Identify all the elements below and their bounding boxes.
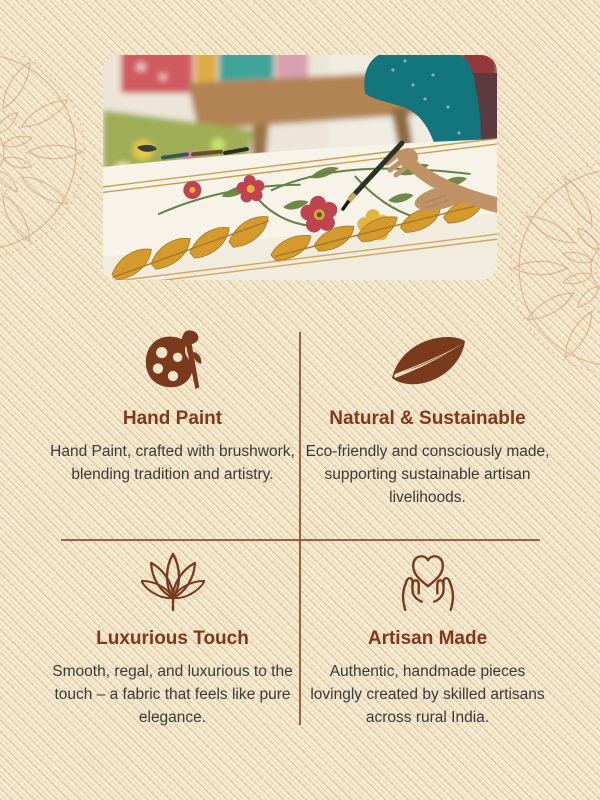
feature-description: Authentic, handmade pieces lovingly created by skilled artisans across rural India.: [310, 662, 545, 726]
feature-description: Smooth, regal, and luxurious to the touch – a fabric that feels like pure elegance.: [52, 662, 293, 726]
mandala-left: [0, 46, 84, 258]
hands-holding-heart-icon: [397, 548, 459, 614]
feature-title: Hand Paint: [122, 408, 223, 429]
feature-description: Eco-friendly and consciously made, supporting sustainable artisan livelihoods.: [305, 442, 550, 506]
paint-palette-icon: [143, 328, 203, 394]
feature-title: Luxurious Touch: [96, 628, 249, 649]
feature-title: Artisan Made: [367, 628, 488, 649]
feature-luxurious-touch: [45, 548, 300, 730]
feature-title: Natural & Sustainable: [329, 408, 526, 429]
feature-natural-sustainable: [300, 328, 555, 510]
leaf-icon: [388, 328, 468, 394]
lotus-icon: [141, 548, 205, 614]
hero-photo: [103, 55, 497, 280]
feature-hand-paint: [45, 328, 300, 487]
vertical-divider: [299, 332, 301, 725]
feature-artisan-made: [300, 548, 555, 730]
feature-description: Hand Paint, crafted with brushwork, blending tradition and artistry.: [50, 442, 295, 483]
